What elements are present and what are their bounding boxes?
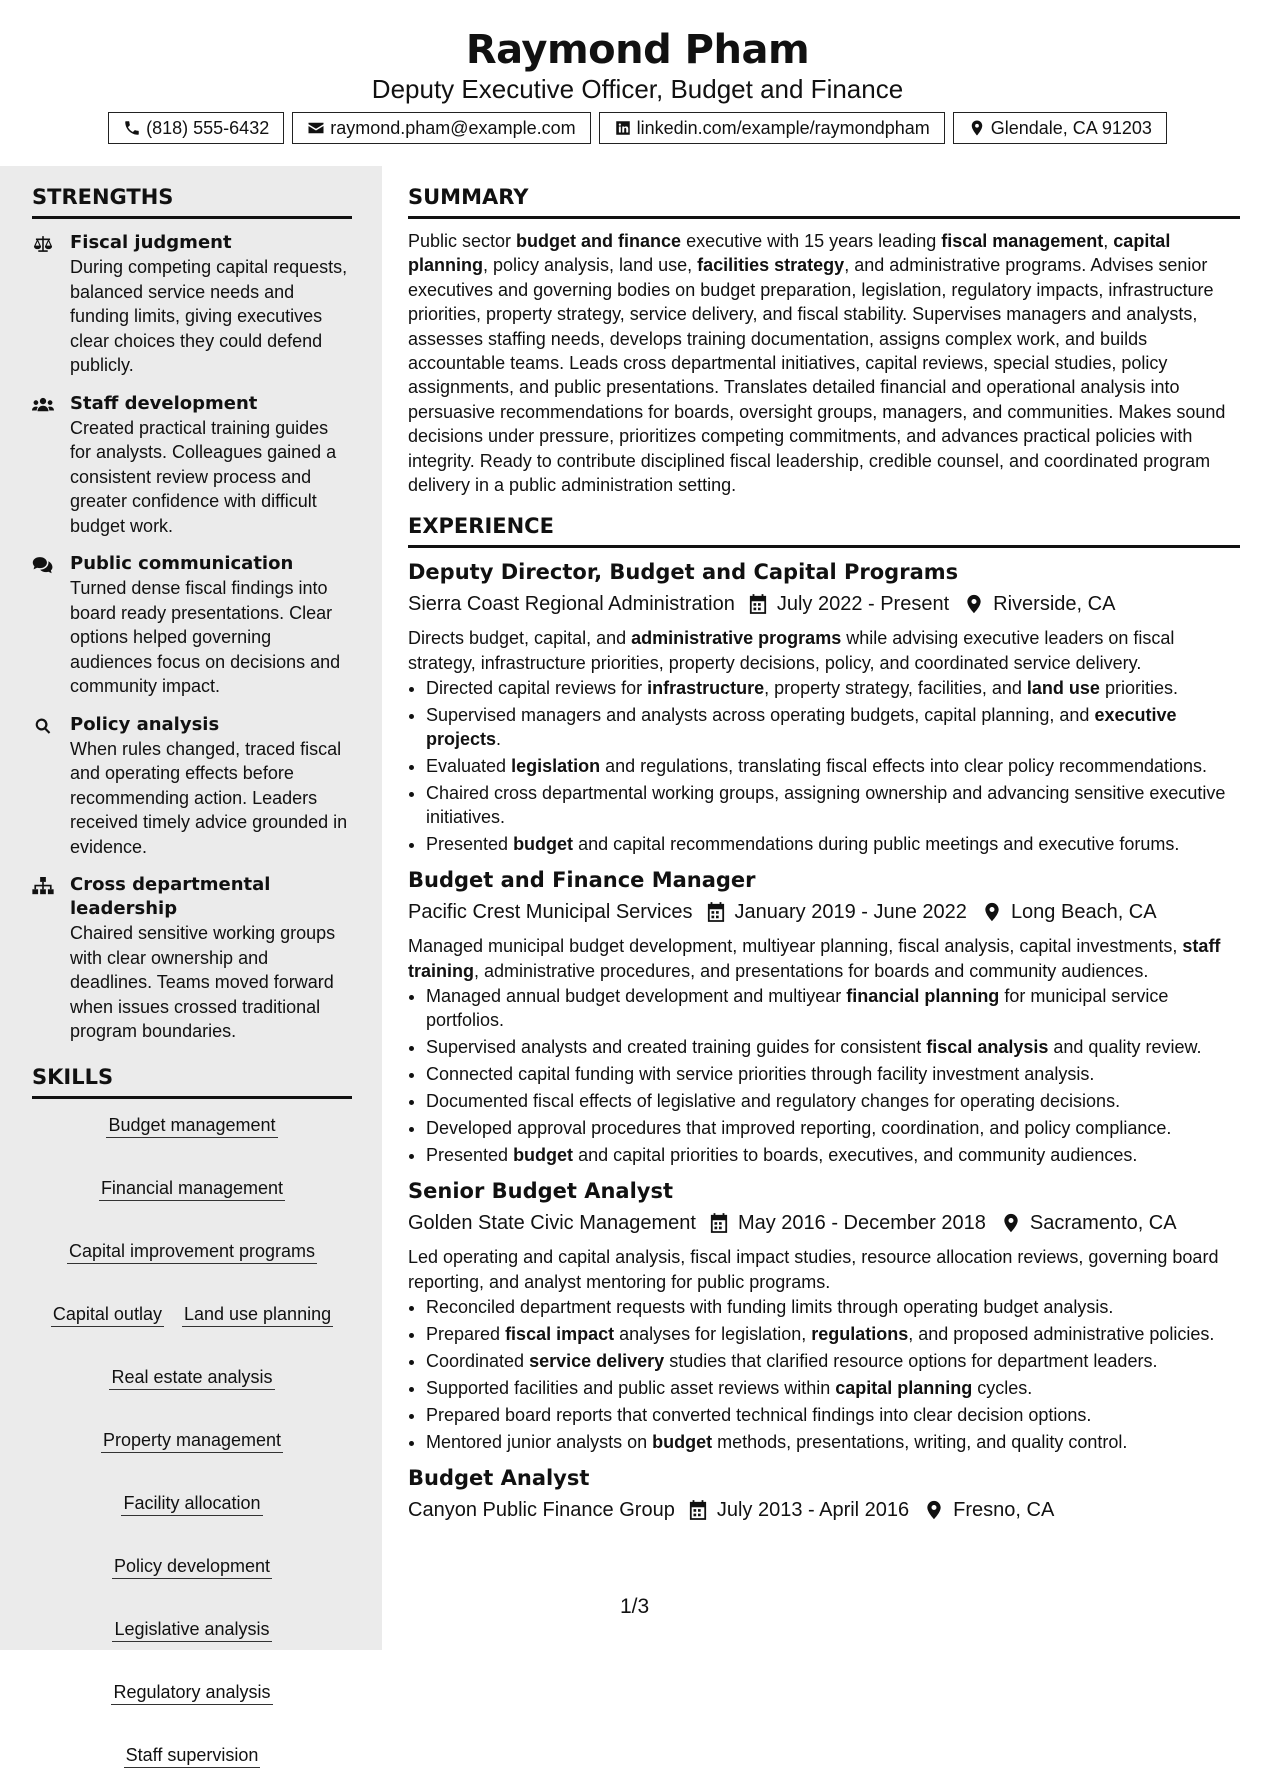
job-meta bbox=[408, 1496, 1240, 1524]
search-icon bbox=[32, 717, 54, 735]
experience-list bbox=[408, 558, 1240, 1524]
strengths-heading: STRENGTHS bbox=[32, 166, 352, 219]
strength-item bbox=[32, 713, 354, 860]
map-pin-icon bbox=[965, 594, 983, 614]
skill-tag: Capital outlay bbox=[51, 1302, 164, 1327]
skill-tag: Real estate analysis bbox=[109, 1365, 274, 1390]
strength-item bbox=[32, 392, 354, 539]
job-description: Directs budget, capital, and administrative programs while advising executive leaders on fiscal strategy, infrastructure priorities, property decisions, policy, and coordinated service delivery. bbox=[408, 628, 1175, 673]
job-company: Sierra Coast Regional Administration bbox=[408, 593, 735, 616]
job-bullet: • Prepared board reports that converted technical findings into clear decision options. bbox=[426, 1403, 1240, 1427]
job-bullets bbox=[408, 1295, 1240, 1454]
job-bullet: • Documented fiscal effects of legislative and regulatory changes for operating decisions. bbox=[426, 1089, 1240, 1113]
sitemap-icon bbox=[32, 877, 54, 895]
page-number: 1/3 bbox=[620, 1595, 650, 1618]
experience-heading: EXPERIENCE bbox=[408, 497, 1240, 548]
skill-tag: Policy development bbox=[112, 1554, 272, 1579]
contact-location-text: Glendale, CA 91203 bbox=[990, 117, 1152, 138]
strength-title: Fiscal judgment bbox=[70, 232, 232, 253]
calendar-icon bbox=[689, 1500, 707, 1520]
comments-icon bbox=[32, 556, 54, 574]
skills-heading: SKILLS bbox=[32, 1058, 352, 1099]
strength-item bbox=[32, 873, 354, 1044]
job-bullet: • Supported facilities and public asset reviews within capital planning cycles. bbox=[426, 1376, 1240, 1400]
job-meta bbox=[408, 1209, 1240, 1237]
job-title: Senior Budget Analyst bbox=[408, 1179, 674, 1204]
job-bullet: • Presented budget and capital priorities to boards, executives, and community audiences. bbox=[426, 1143, 1240, 1167]
skill-tag: Legislative analysis bbox=[112, 1617, 271, 1642]
calendar-icon bbox=[707, 902, 725, 922]
contact-email-text: raymond.pham@example.com bbox=[330, 117, 576, 138]
job-bullet: • Evaluated legislation and regulations, translating fiscal effects into clear policy recommendations. bbox=[426, 754, 1240, 778]
job-location: Long Beach, CA bbox=[1010, 901, 1157, 924]
job-meta bbox=[408, 590, 1240, 618]
calendar-icon bbox=[749, 594, 767, 614]
job-bullet: • Chaired cross departmental working groups, assigning ownership and advancing sensitive executive initiatives. bbox=[426, 781, 1240, 829]
contact-linkedin[interactable] bbox=[599, 112, 945, 144]
summary-heading: SUMMARY bbox=[408, 166, 1240, 219]
map-pin-icon bbox=[925, 1500, 943, 1520]
job-company: Canyon Public Finance Group bbox=[408, 1499, 675, 1522]
map-pin-icon bbox=[968, 119, 986, 137]
candidate-headline: Deputy Executive Officer, Budget and Finance bbox=[371, 74, 904, 104]
job-bullet: • Managed annual budget development and multiyear financial planning for municipal service portfolios. bbox=[426, 984, 1240, 1032]
users-icon bbox=[32, 396, 54, 414]
job-title: Budget Analyst bbox=[408, 1466, 590, 1491]
skill-tag: Budget management bbox=[106, 1113, 277, 1138]
job-title: Budget and Finance Manager bbox=[408, 868, 756, 893]
job-bullets bbox=[408, 676, 1240, 856]
job-bullet: • Connected capital funding with service priorities through facility investment analysis. bbox=[426, 1062, 1240, 1086]
phone-icon bbox=[123, 119, 141, 137]
strength-title: Cross departmental leadership bbox=[70, 874, 271, 919]
strength-item bbox=[32, 231, 354, 378]
skill-tag: Capital improvement programs bbox=[67, 1239, 317, 1264]
job-bullet: • Coordinated service delivery studies that clarified resource options for department leaders. bbox=[426, 1349, 1240, 1373]
job-bullet: • Reconciled department requests with funding limits through operating budget analysis. bbox=[426, 1295, 1240, 1319]
contact-phone-text: (818) 555-6432 bbox=[146, 117, 270, 138]
job-description: Led operating and capital analysis, fiscal impact studies, resource allocation reviews, governing board reporting, and analyst mentoring for public programs. bbox=[408, 1247, 1219, 1292]
job-bullet: • Developed approval procedures that improved reporting, coordination, and policy compliance. bbox=[426, 1116, 1240, 1140]
skill-tag: Staff supervision bbox=[124, 1743, 261, 1768]
main-column bbox=[408, 166, 1240, 1524]
skill-tag: Financial management bbox=[99, 1176, 285, 1201]
skill-tag: Facility allocation bbox=[121, 1491, 262, 1516]
strength-desc: When rules changed, traced fiscal and operating effects before recommending action. Leaders received timely advice grounded in evidence. bbox=[70, 738, 348, 857]
job-location: Fresno, CA bbox=[953, 1499, 1055, 1522]
calendar-icon bbox=[710, 1213, 728, 1233]
strengths-list bbox=[32, 231, 354, 1044]
map-pin-icon bbox=[1002, 1213, 1020, 1233]
map-pin-icon bbox=[983, 902, 1001, 922]
strength-desc: Created practical training guides for analysts. Colleagues gained a consistent review process and greater confidence with difficult budget work. bbox=[70, 417, 337, 536]
job-location: Riverside, CA bbox=[993, 593, 1116, 616]
job-bullet: • Supervised managers and analysts across operating budgets, capital planning, and executive projects. bbox=[426, 703, 1240, 751]
job-title: Deputy Director, Budget and Capital Programs bbox=[408, 560, 959, 585]
job-dates: January 2019 - June 2022 bbox=[734, 901, 967, 924]
job-bullet: • Presented budget and capital recommendations during public meetings and executive forums. bbox=[426, 832, 1240, 856]
job-description: Managed municipal budget development, multiyear planning, fiscal analysis, capital investments, staff training, administrative procedures, and presentations for boards and community audiences. bbox=[408, 936, 1221, 981]
contact-row bbox=[0, 112, 1275, 144]
job-bullet: • Directed capital reviews for infrastructure, property strategy, facilities, and land use priorities. bbox=[426, 676, 1240, 700]
resume-header bbox=[0, 0, 1275, 144]
job-dates: July 2013 - April 2016 bbox=[716, 1499, 910, 1522]
contact-phone[interactable] bbox=[108, 112, 284, 144]
strength-title: Public communication bbox=[70, 553, 294, 574]
skill-tag: Property management bbox=[101, 1428, 283, 1453]
job-entry bbox=[408, 558, 1240, 856]
job-company: Golden State Civic Management bbox=[408, 1212, 696, 1235]
contact-linkedin-text: linkedin.com/example/raymondpham bbox=[636, 117, 930, 138]
job-company: Pacific Crest Municipal Services bbox=[408, 901, 693, 924]
sidebar bbox=[0, 166, 382, 1765]
contact-location bbox=[953, 112, 1167, 144]
skills-list bbox=[32, 1113, 352, 1768]
skill-tag: Land use planning bbox=[182, 1302, 333, 1327]
job-entry bbox=[408, 866, 1240, 1167]
job-entry bbox=[408, 1177, 1240, 1454]
envelope-icon bbox=[307, 119, 325, 137]
job-dates: July 2022 - Present bbox=[776, 593, 950, 616]
strength-desc: Turned dense fiscal findings into board ready presentations. Clear options helped governing audiences focus on decisions and community impact. bbox=[70, 578, 341, 696]
job-bullet: • Supervised analysts and created training guides for consistent fiscal analysis and quality review. bbox=[426, 1035, 1240, 1059]
skill-tag: Regulatory analysis bbox=[111, 1680, 272, 1705]
summary-text: Public sector budget and finance executive with 15 years leading fiscal management, capital planning, policy analysis, land use, facilities strategy, and administrative programs. Advises senior executives and governing bodies on budget preparation, legislation, regulatory impacts, infrastructure priorities, property strategy, service delivery, and fiscal stability. Supervises managers and analysts, assesses staffing needs, develops training documentation, assigns complex work, and builds accountable teams. Leads cross departmental initiatives, capital reviews, special studies, policy assignments, and public presentations. Translates detailed financial and operational analysis into persuasive recommendations for boards, oversight groups, managers, and communities. Makes sound decisions under pressure, prioritizes competing commitments, and advances practical policies with integrity. Ready to contribute disciplined fiscal leadership, credible counsel, and coordinated program delivery in a public administration setting. bbox=[408, 231, 1226, 496]
strength-desc: During competing capital requests, balanced service needs and funding limits, giving executives clear choices they could defend publicly. bbox=[70, 257, 348, 375]
job-bullet: • Mentored junior analysts on budget methods, presentations, writing, and quality control. bbox=[426, 1430, 1240, 1454]
job-bullets bbox=[408, 984, 1240, 1167]
job-location: Sacramento, CA bbox=[1029, 1212, 1177, 1235]
strength-desc: Chaired sensitive working groups with clear ownership and deadlines. Teams moved forward when issues crossed traditional program boundaries. bbox=[70, 923, 336, 1041]
job-dates: May 2016 - December 2018 bbox=[737, 1212, 986, 1235]
strength-title: Policy analysis bbox=[70, 713, 220, 735]
job-meta bbox=[408, 898, 1240, 926]
job-bullet: • Prepared fiscal impact analyses for legislation, regulations, and proposed administrative policies. bbox=[426, 1322, 1240, 1346]
job-entry bbox=[408, 1464, 1240, 1524]
strength-item bbox=[32, 552, 354, 699]
strength-title: Staff development bbox=[70, 392, 258, 414]
scale-icon bbox=[32, 235, 54, 253]
linkedin-icon bbox=[614, 119, 632, 137]
candidate-name: Raymond Pham bbox=[465, 27, 810, 73]
contact-email[interactable] bbox=[292, 112, 590, 144]
